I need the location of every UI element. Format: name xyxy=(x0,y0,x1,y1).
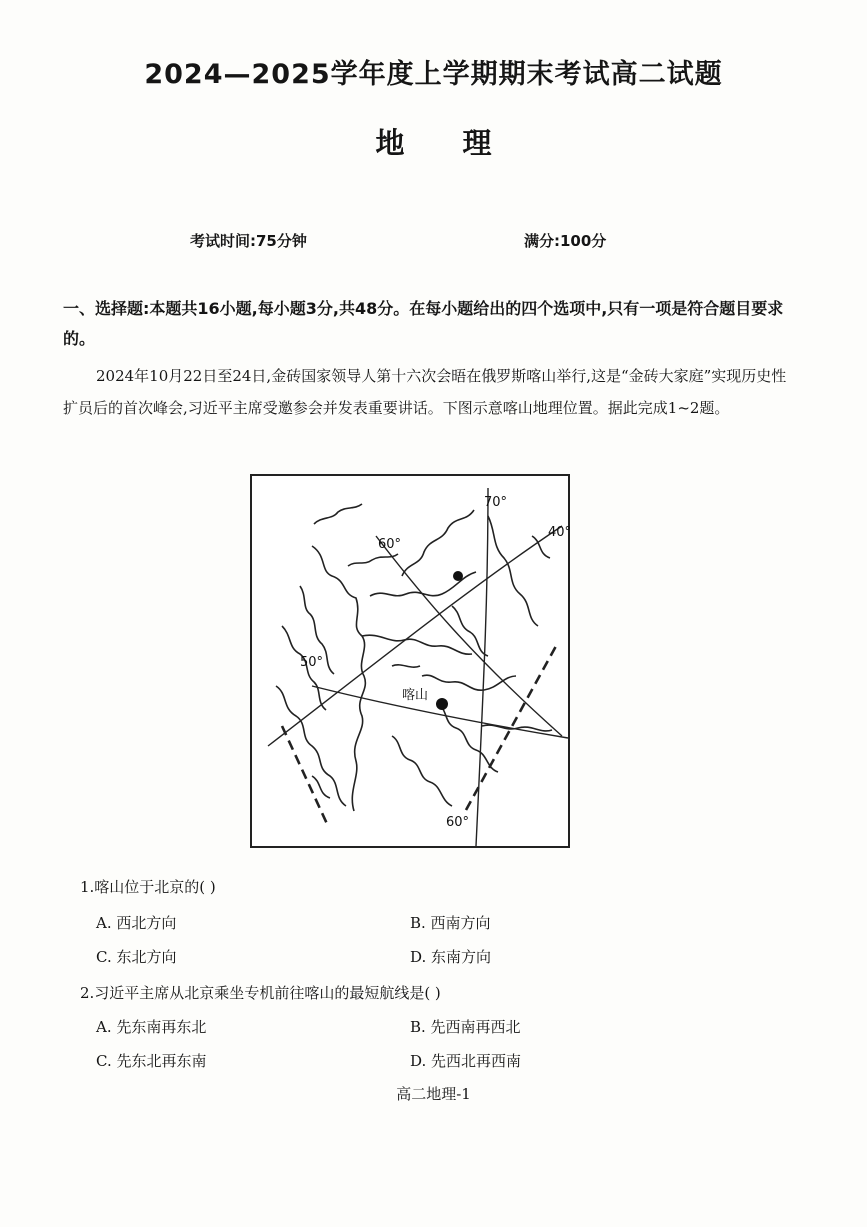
lat60-line xyxy=(376,536,562,736)
label-lat50: 50° xyxy=(300,655,324,670)
label-lon40: 40° xyxy=(548,525,572,540)
page-footer: 高二地理-1 xyxy=(396,1085,471,1103)
question-1-option-c[interactable]: C. 东北方向 xyxy=(96,948,177,966)
question-2-option-a[interactable]: A. 先东南再东北 xyxy=(96,1018,207,1036)
railways xyxy=(282,646,556,826)
full-score: 满分:100分 xyxy=(524,232,607,250)
label-lat60: 60° xyxy=(378,537,402,552)
label-lat70: 70° xyxy=(484,495,508,510)
city-point xyxy=(453,571,463,581)
exam-title: 2024—2025学年度上学期期末考试高二试题 xyxy=(144,59,723,90)
question-2-option-b[interactable]: B. 先西南再西北 xyxy=(410,1018,521,1036)
question-intro: 2024年10月22日至24日,金砖国家领导人第十六次会晤在俄罗斯喀山举行,这是“金砖大家庭”实现历史性扩员后的首次峰会,习近平主席受邀参会并发表重要讲话。下图示意喀山地理位置。据此完成1~2题。 xyxy=(63,367,787,417)
question-2-option-d[interactable]: D. 先西北再西南 xyxy=(410,1052,522,1070)
label-kazan: 喀山 xyxy=(402,688,429,703)
lat50-line xyxy=(268,526,562,746)
map-drawing xyxy=(252,476,572,846)
section-heading: 一、选择题:本题共16小题,每小题3分,共48分。在每小题给出的四个选项中,只有一项是符合题目要求的。 xyxy=(63,299,784,348)
question-1-option-b[interactable]: B. 西南方向 xyxy=(410,914,491,932)
kazan-location-map xyxy=(250,474,570,848)
exam-time: 考试时间:75分钟 xyxy=(190,232,307,250)
kazan-point xyxy=(436,698,448,710)
lon-line-a xyxy=(476,488,488,846)
question-1-option-a[interactable]: A. 西北方向 xyxy=(96,914,177,932)
question-2-option-c[interactable]: C. 先东北再东南 xyxy=(96,1052,207,1070)
question-1-option-d[interactable]: D. 东南方向 xyxy=(410,948,492,966)
question-2-stem: 2.习近平主席从北京乘坐专机前往喀山的最短航线是( ) xyxy=(80,984,441,1002)
subject-title: 地理 xyxy=(375,126,550,160)
label-lon60: 60° xyxy=(446,815,470,830)
question-1-stem: 1.喀山位于北京的( ) xyxy=(80,878,216,896)
